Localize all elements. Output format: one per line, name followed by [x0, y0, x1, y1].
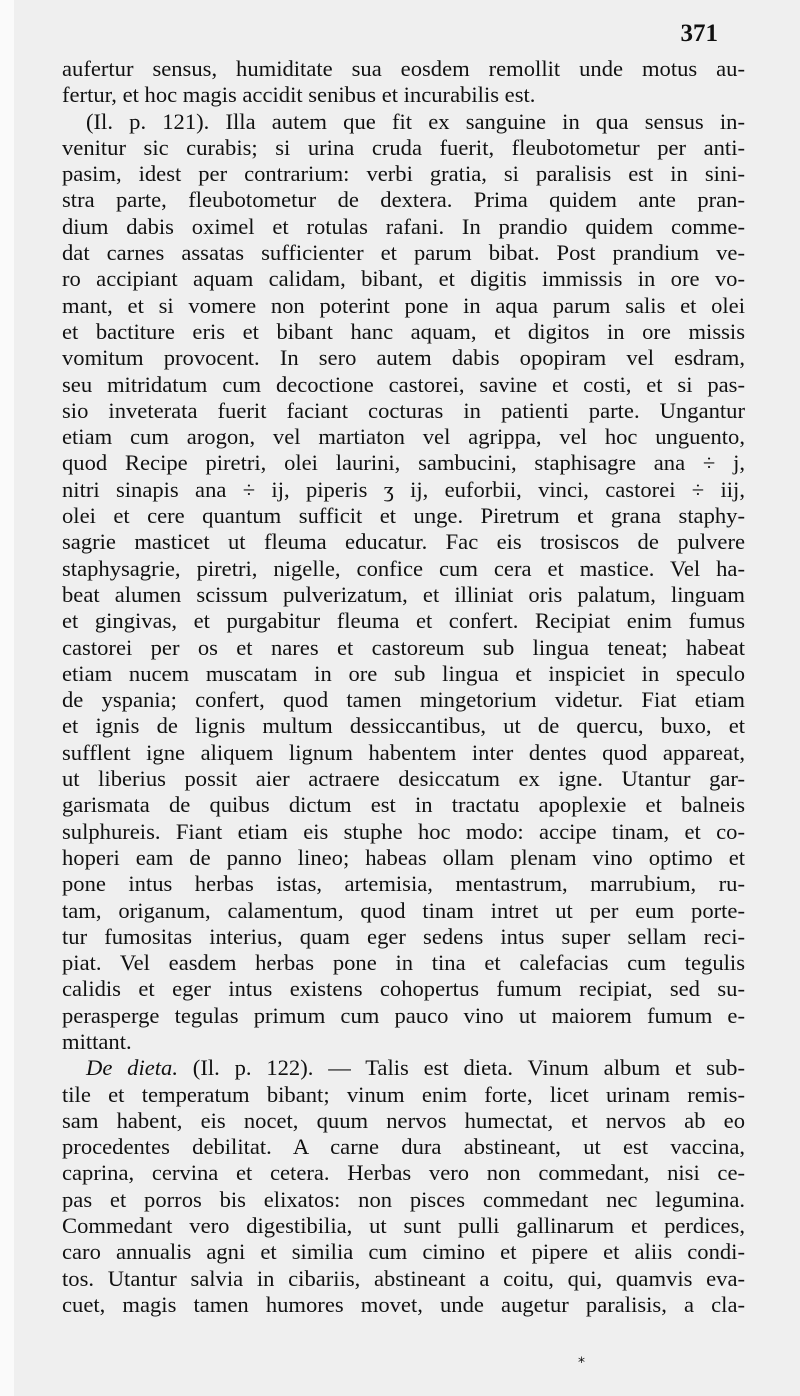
text-line: quod Recipe piretri, olei laurini, sambucini, staphisagre ana ÷ j,: [62, 450, 745, 476]
text-line: nitri sinapis ana ÷ ij, piperis ʒ ij, euforbii, vinci, castorei ÷ iij,: [62, 476, 745, 502]
text-line: vomitum provocent. In sero autem dabis opopiram vel esdram,: [62, 345, 745, 371]
text-line: perasperge tegulas primum cum pauco vino ut maiorem fumum e-: [62, 1002, 745, 1028]
text-line: et ignis de lignis multum dessiccantibus, ut de quercu, buxo, et: [62, 713, 745, 739]
text-line: dat carnes assatas sufficienter et parum bibat. Post prandium ve-: [62, 240, 745, 266]
text-line: dium dabis oximel et rotulas rafani. In prandio quidem comme-: [62, 213, 745, 239]
text-line: piat. Vel easdem herbas pone in tina et calefacias cum tegulis: [62, 950, 745, 976]
text-line: sufflent igne aliquem lignum habentem inter dentes quod appareat,: [62, 739, 745, 765]
text-line: fertur, et hoc magis accidit senibus et incurabilis est.: [62, 82, 536, 108]
text-line: tos. Utantur salvia in cibariis, abstineant a coitu, qui, quamvis eva-: [62, 1265, 745, 1291]
text-line: pasim, idest per contrarium: verbi gratia, si paralisis est in sini-: [62, 161, 745, 187]
text-line: caprina, cervina et cetera. Herbas vero non commedant, nisi ce-: [62, 1160, 745, 1186]
section-heading-rest: (Il. p. 122). — Talis est dieta. Vinum album et sub-: [177, 1055, 745, 1081]
text-line: et gingivas, et purgabitur fleuma et confert. Recipiat enim fumus: [62, 608, 745, 634]
text-line: cuet, magis tamen humores movet, unde augetur paralisis, a cla-: [62, 1291, 745, 1317]
text-line: (Il. p. 121). Illa autem que fit ex sanguine in qua sensus in-: [86, 108, 745, 134]
text-line: hoperi eam de panno lineo; habeas ollam plenam vino optimo et: [62, 844, 745, 870]
text-line: sio inveterata fuerit faciant cocturas in patienti parte. Ungantur: [62, 397, 745, 423]
text-line: seu mitridatum cum decoctione castorei, savine et costi, et si pas-: [62, 371, 745, 397]
text-line: caro annualis agni et similia cum cimino et pipere et aliis condi-: [62, 1239, 745, 1265]
body-text: [62, 56, 745, 1318]
text-line: ut liberius possit aier actraere desiccatum ex igne. Utantur gar-: [62, 766, 745, 792]
text-line: de yspania; confert, quod tamen mingetorium videtur. Fiat etiam: [62, 687, 745, 713]
text-line: etiam cum arogon, vel martiaton vel agrippa, vel hoc unguento,: [62, 424, 745, 450]
text-line: castorei per os et nares et castoreum sub lingua teneat; habeat: [62, 634, 745, 660]
text-line: sulphureis. Fiant etiam eis stuphe hoc modo: accipe tinam, et co-: [62, 818, 745, 844]
text-line: staphysagrie, piretri, nigelle, confice cum cera et mastice. Vel ha-: [62, 555, 745, 581]
text-line: aufertur sensus, humiditate sua eosdem remollit unde motus au-: [62, 56, 745, 81]
section-heading: De dieta.: [86, 1055, 178, 1081]
text-line: beat alumen scissum pulverizatum, et illiniat oris palatum, linguam: [62, 581, 745, 607]
text-line: et bactiture eris et bibant hanc aquam, et digitos in ore missis: [62, 318, 745, 344]
text-line: sam habent, eis nocet, quum nervos humectat, et nervos ab eo: [62, 1107, 745, 1133]
text-line: pas et porros bis elixatos: non pisces commedant nec legumina.: [62, 1186, 745, 1212]
section-heading-line: [62, 1055, 745, 1081]
text-line: ro accipiant aquam calidam, bibant, et digitis immissis in ore vo-: [62, 266, 745, 292]
text-line: calidis et eger intus existens cohopertus fumum recipiat, sed su-: [62, 976, 745, 1002]
text-line: venitur sic curabis; si urina cruda fuerit, fleubotometur per anti-: [62, 134, 745, 160]
text-line: sagrie masticet ut fleuma educatur. Fac eis trosiscos de pulvere: [62, 529, 745, 555]
text-line: procedentes debilitat. A carne dura abstineant, ut est vaccina,: [62, 1134, 745, 1160]
text-line: etiam nucem muscatam in ore sub lingua et inspiciet in speculo: [62, 660, 745, 686]
page-number: 371: [680, 20, 718, 47]
text-line: tile et temperatum bibant; vinum enim forte, licet urinam remis-: [62, 1081, 745, 1107]
text-line: olei et cere quantum sufficit et unge. Piretrum et grana staphy-: [62, 503, 745, 529]
text-line: pone intus herbas istas, artemisia, mentastrum, marrubium, ru-: [62, 871, 745, 897]
text-line: tur fumositas interius, quam eger sedens intus super sellam reci-: [62, 923, 745, 949]
text-line: tam, origanum, calamentum, quod tinam intret ut per eum porte-: [62, 897, 745, 923]
text-line: stra parte, fleubotometur de dextera. Prima quidem ante pran-: [62, 187, 745, 213]
text-line: mittant.: [62, 1028, 132, 1054]
text-line: mant, et si vomere non poterint pone in aqua parum salis et olei: [62, 292, 745, 318]
signature-mark: *: [578, 1355, 585, 1371]
text-line: garismata de quibus dictum est in tractatu apoplexie et balneis: [62, 792, 745, 818]
text-line: Commedant vero digestibilia, ut sunt pulli gallinarum et perdices,: [62, 1213, 745, 1239]
